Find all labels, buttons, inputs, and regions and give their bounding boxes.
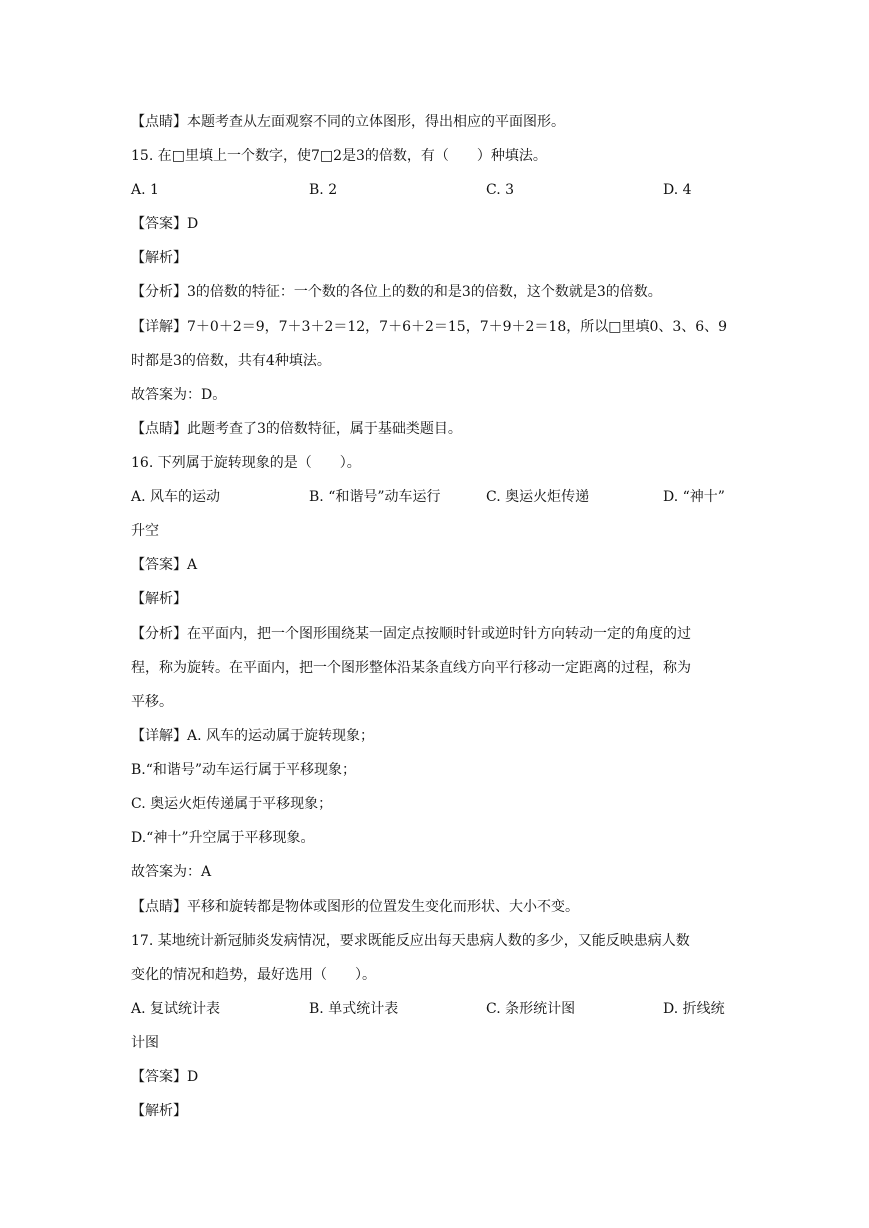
paragraph: 故答案为：A bbox=[131, 864, 212, 880]
paragraph: 平移。 bbox=[131, 694, 173, 710]
paragraph: 【详解】A. 风车的运动属于旋转现象； bbox=[131, 728, 375, 744]
analysis-heading: 【解析】 bbox=[131, 250, 187, 266]
option-d: D. 折线统 bbox=[663, 1001, 725, 1017]
question-stem: 变化的情况和趋势，最好选用（ ）。 bbox=[131, 967, 376, 983]
option-d: D. 4 bbox=[663, 182, 692, 198]
question-stem: 16. 下列属于旋转现象的是（ ）。 bbox=[131, 455, 361, 471]
option-c: C. 条形统计图 bbox=[486, 1001, 576, 1017]
option-c: C. 3 bbox=[486, 182, 515, 198]
answer: 【答案】D bbox=[131, 216, 199, 232]
option-continuation: 升空 bbox=[131, 523, 159, 539]
answer: 【答案】D bbox=[131, 1069, 199, 1085]
paragraph: C. 奥运火炬传递属于平移现象； bbox=[131, 796, 333, 812]
paragraph: 故答案为：D。 bbox=[131, 387, 227, 403]
paragraph: 【点睛】平移和旋转都是物体或图形的位置发生变化而形状、大小不变。 bbox=[131, 899, 579, 915]
paragraph: 【详解】7＋0＋2＝9，7＋3＋2＝12，7＋6＋2＝15，7＋9＋2＝18，所以□里填0、3、6、9 bbox=[131, 319, 728, 335]
paragraph: 【分析】3的倍数的特征：一个数的各位上的数的和是3的倍数，这个数就是3的倍数。 bbox=[131, 284, 662, 300]
answer: 【答案】A bbox=[131, 557, 198, 573]
paragraph: 【点睛】此题考查了3的倍数特征，属于基础类题目。 bbox=[131, 421, 462, 437]
analysis-heading: 【解析】 bbox=[131, 1103, 187, 1119]
option-d: D. “神十” bbox=[663, 489, 725, 505]
paragraph: 时都是3的倍数，共有4种填法。 bbox=[131, 353, 331, 369]
question-stem: 15. 在□里填上一个数字，使7□2是3的倍数，有（ ）种填法。 bbox=[131, 148, 547, 164]
option-c: C. 奥运火炬传递 bbox=[486, 489, 590, 505]
option-a: A. 风车的运动 bbox=[131, 489, 221, 505]
paragraph: D.“神十”升空属于平移现象。 bbox=[131, 830, 315, 846]
paragraph: 【分析】在平面内，把一个图形围绕某一固定点按顺时针或逆时针方向转动一定的角度的过 bbox=[131, 626, 691, 642]
paragraph: B.“和谐号”动车运行属于平移现象； bbox=[131, 762, 357, 778]
analysis-heading: 【解析】 bbox=[131, 591, 187, 607]
option-b: B. 2 bbox=[309, 182, 338, 198]
option-a: A. 复试统计表 bbox=[131, 1001, 221, 1017]
paragraph: 程，称为旋转。在平面内，把一个图形整体沿某条直线方向平行移动一定距离的过程，称为 bbox=[131, 660, 691, 676]
option-continuation: 计图 bbox=[131, 1035, 159, 1051]
option-a: A. 1 bbox=[131, 182, 159, 198]
paragraph: 【点睛】本题考查从左面观察不同的立体图形，得出相应的平面图形。 bbox=[131, 114, 565, 130]
option-b: B. 单式统计表 bbox=[309, 1001, 399, 1017]
question-stem: 17. 某地统计新冠肺炎发病情况，要求既能反应出每天患病人数的多少，又能反映患病人数 bbox=[131, 933, 690, 949]
option-b: B. “和谐号”动车运行 bbox=[309, 489, 441, 505]
